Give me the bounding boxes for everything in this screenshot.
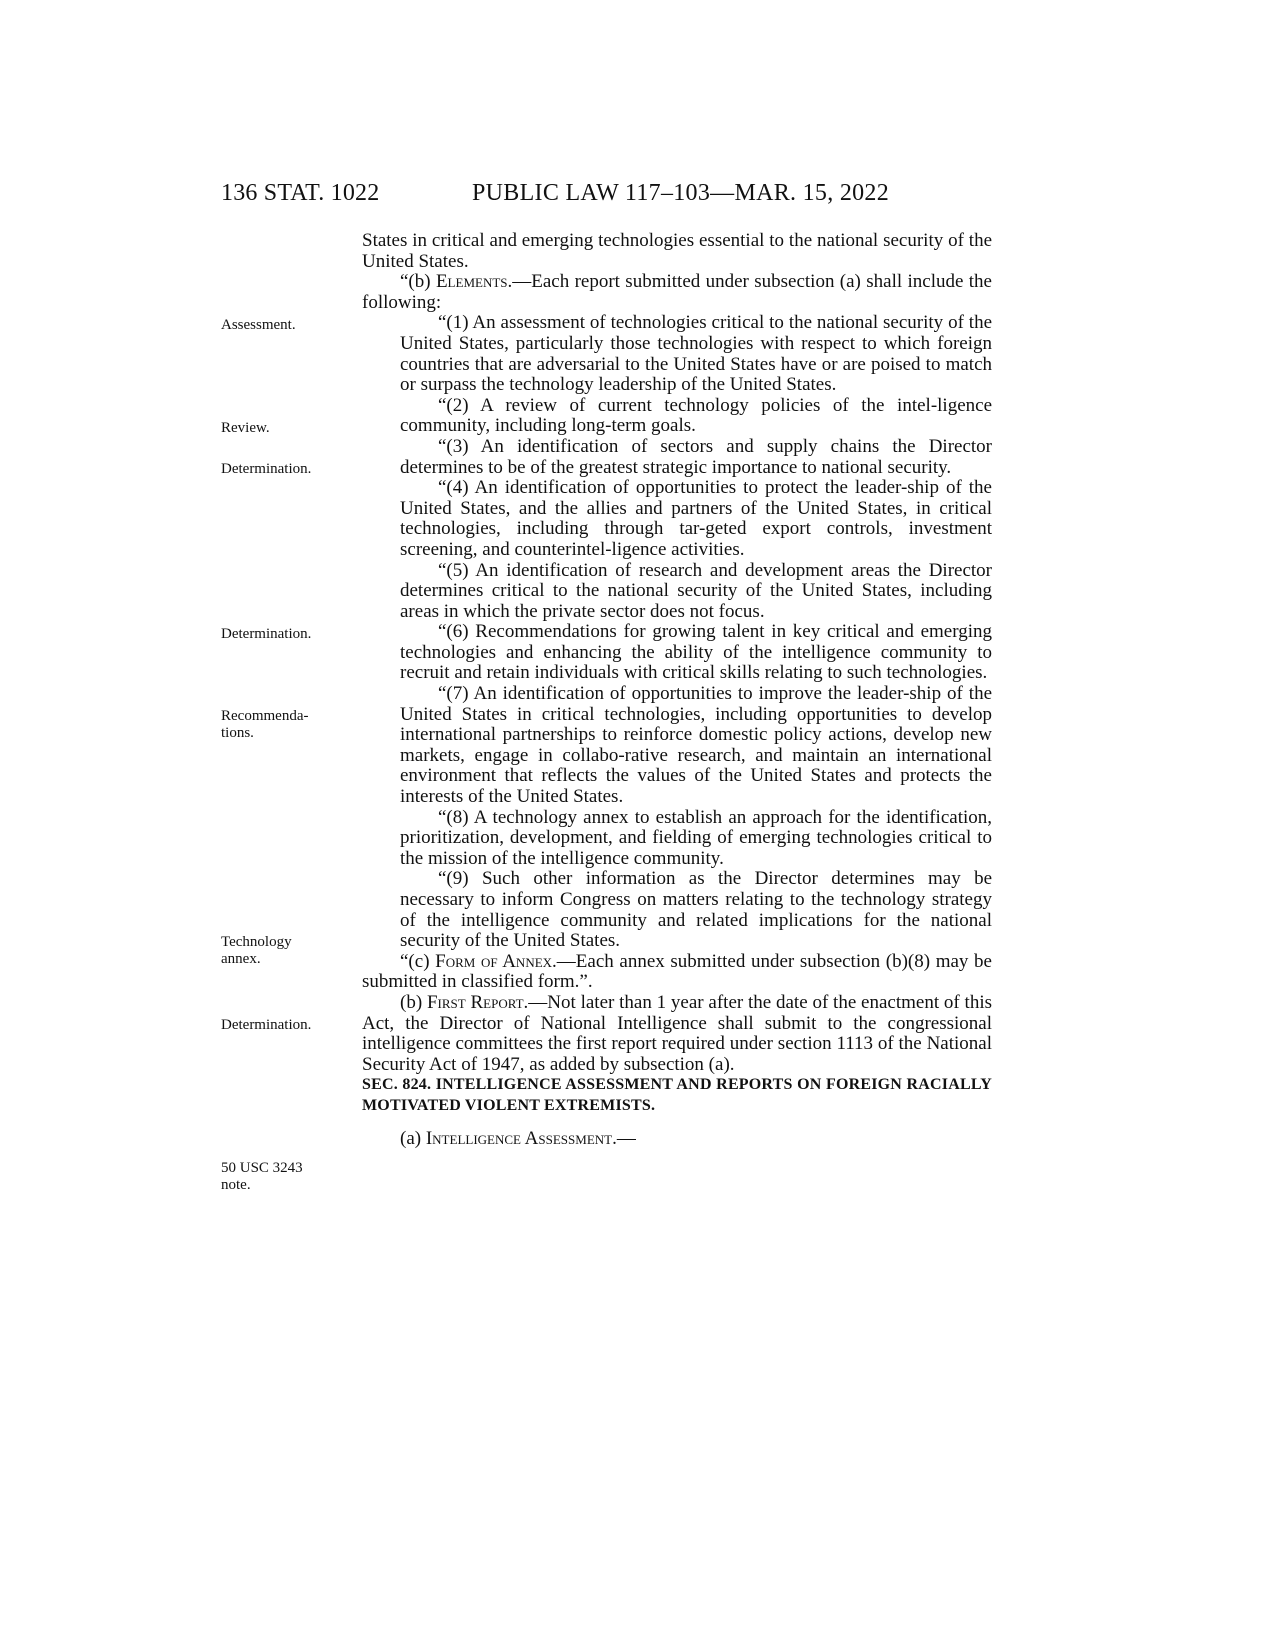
subsection-c: “(c) Form of Annex.—Each annex submitted under subsection (b)(8) may be submitted in classified form.”. (362, 950, 992, 993)
subsection-b: “(b) Elements.—Each report submitted under subsection (a) shall include the following: (362, 271, 992, 313)
page-header (221, 180, 981, 216)
subsection-a-heading: Intelligence Assessment (425, 1127, 613, 1149)
list-item: “(8) A technology annex to establish an approach for the identification, prioritization, development, and fielding of emerging technologies critical to the mission of the intelligence community. (400, 806, 992, 869)
list-item: “(6) Recommendations for growing talent in key critical and emerging technologies and enhancing the ability of the intelligence community to recruit and retain individuals with critical skills relating to such technologies. (400, 621, 992, 684)
list-item: “(2) A review of current technology policies of the intel-ligence community, including long-term goals. (400, 394, 992, 437)
document-body (362, 231, 992, 1149)
list-item: “(7) An identification of opportunities to improve the leader-ship of the United States in critical technologies, including opportunities to develop international partnerships to reinforce domestic policy actions, develop new markets, engage in collabo-rative research, and maintain an international environment that reflects the values of the United States and protects the interests of the United States. (400, 683, 992, 808)
margin-note-usc-citation: 50 USC 3243 note. (221, 1160, 303, 1193)
page-reference: 136 STAT. 1022 (221, 180, 380, 206)
list-item: “(1) An assessment of technologies critical to the national security of the United States, particularly those technologies with respect to which foreign countries that are adversarial to the United States have or are poised to match or surpass the technology leadership of the United States. (400, 312, 992, 396)
section-heading: SEC. 824. INTELLIGENCE ASSESSMENT AND REPORTS ON FOREIGN RACIALLY MOTIVATED VIOLENT EXTREMISTS. (362, 1076, 992, 1114)
subsection-a-heading-line: (a) Intelligence Assessment.— (400, 1127, 636, 1149)
subsection-c-heading: Form of Annex (435, 950, 553, 972)
margin-note-determination: Determination. (221, 1017, 312, 1033)
list-item: “(9) Such other information as the Director determines may be necessary to inform Congress on matters relating to the technology strategy of the intelligence community and related implications for the national security of the United States. (400, 868, 992, 952)
margin-note-recommendations: Recommenda- tions. (221, 708, 309, 741)
margin-note-determination: Determination. (221, 626, 312, 642)
running-title: PUBLIC LAW 117–103—MAR. 15, 2022 (472, 180, 890, 206)
first-report-heading: First Report (426, 991, 524, 1013)
margin-note-technology-annex: Technology annex. (221, 934, 292, 967)
margin-note-assessment: Assessment. (221, 317, 296, 333)
list-item: “(3) An identification of sectors and supply chains the Director determines to be of the greatest strategic importance to national security. (400, 435, 992, 478)
intro-paragraph: States in critical and emerging technologies essential to the national security of the United States. (362, 230, 992, 272)
list-item: “(5) An identification of research and development areas the Director determines critical to the national security of the United States, including areas in which the private sector does not focus. (400, 559, 992, 622)
subsection-b-heading: Elements (435, 271, 508, 293)
margin-note-review: Review. (221, 420, 270, 436)
first-report-paragraph: (b) First Report.—Not later than 1 year after the date of the enactment of this Act, the Director of National Intelligence shall submit to the congressional intelligence committees the first report required under section 1113 of the National Security Act of 1947, as added by subsection (a). (362, 991, 992, 1075)
list-item: “(4) An identification of opportunities to protect the leader-ship of the United States, and the allies and partners of the United States, in critical technologies, including through tar-geted export controls, investment screening, and counterintel-ligence activities. (400, 477, 992, 560)
margin-note-determination: Determination. (221, 461, 312, 477)
